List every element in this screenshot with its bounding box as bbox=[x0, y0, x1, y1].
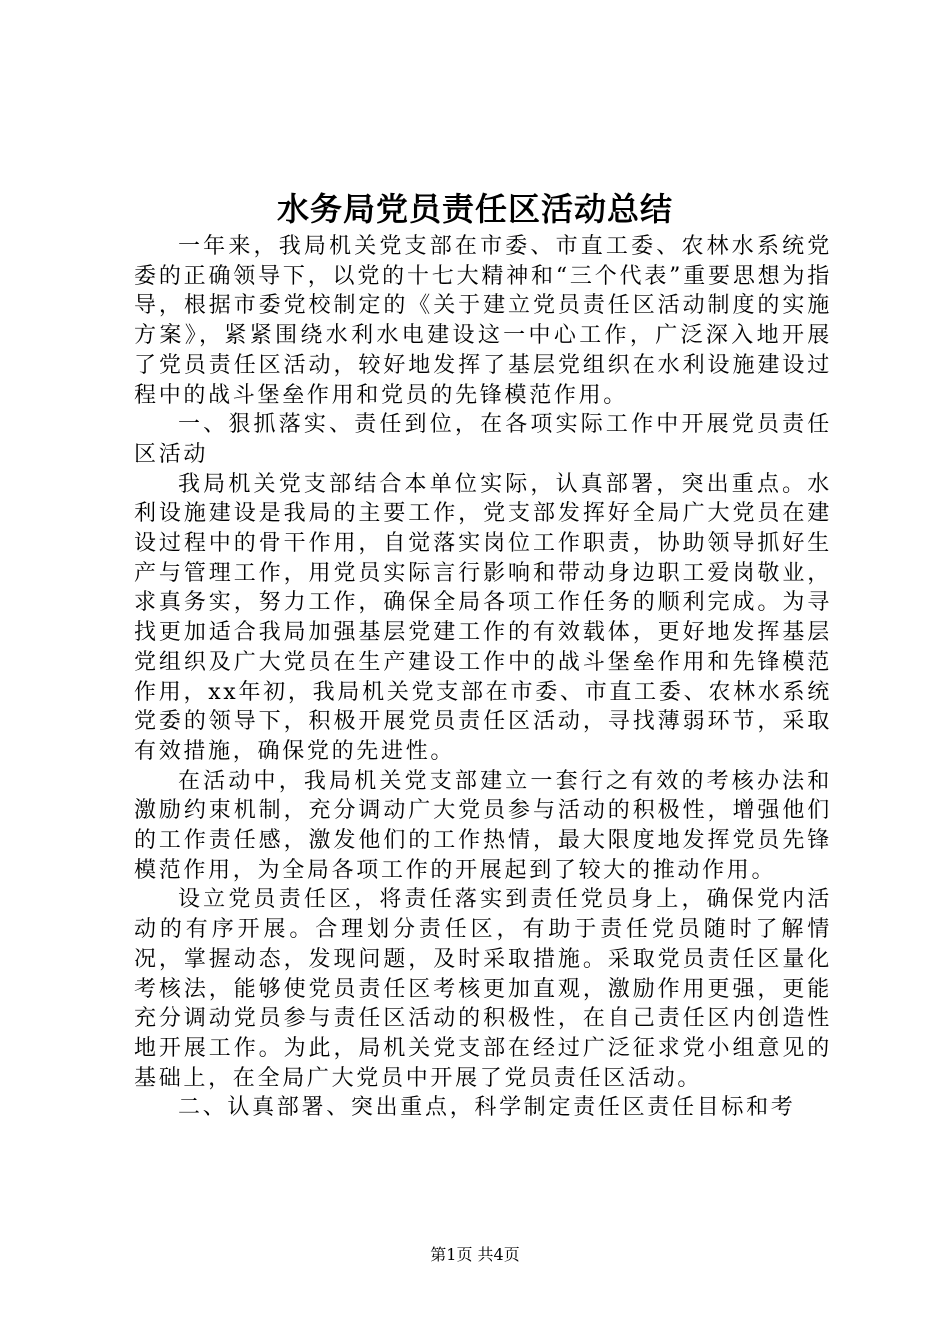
paragraph-intro: 一年来，我局机关党支部在市委、市直工委、农林水系统党委的正确领导下，以党的十七大精神和“三个代表”重要思想为指导，根据市委党校制定的《关于建立党员责任区活动制度的实施方案》，紧紧围绕水利水电建设这一中心工作，广泛深入地开展了党员责任区活动，较好地发挥了基层党组织在水利设施建设过程中的战斗堡垒作用和党员的先锋模范作用。 bbox=[134, 234, 832, 408]
paragraph-body: 在活动中，我局机关党支部建立一套行之有效的考核办法和激励约束机制，充分调动广大党员参与活动的积极性，增强他们的工作责任感，激发他们的工作热情，最大限度地发挥党员先锋模范作用，为全局各项工作的开展起到了较大的推动作用。 bbox=[134, 768, 832, 883]
section-heading-1: 一、狠抓落实、责任到位，在各项实际工作中开展党员责任区活动 bbox=[134, 412, 832, 467]
document-title: 水务局党员责任区活动总结 bbox=[276, 190, 673, 228]
page-footer: 第1页 共4页 bbox=[430, 1245, 520, 1264]
document-body bbox=[134, 232, 832, 1123]
section-heading-2: 二、认真部署、突出重点，科学制定责任区责任目标和考 bbox=[178, 1095, 796, 1121]
paragraph-body: 设立党员责任区，将责任落实到责任党员身上，确保党内活动的有序开展。合理划分责任区，有助于责任党员随时了解情况，掌握动态，发现问题，及时采取措施。采取党员责任区量化考核法，能够使党员责任区考核更加直观，激励作用更强，更能充分调动党员参与责任区活动的积极性，在自己责任区内创造性地开展工作。为此，局机关党支部在经过广泛征求党小组意见的基础上，在全局广大党员中开展了党员责任区活动。 bbox=[134, 887, 832, 1091]
paragraph-body: 我局机关党支部结合本单位实际，认真部署，突出重点。水利设施建设是我局的主要工作，党支部发挥好全局广大党员在建设过程中的骨干作用，自觉落实岗位工作职责，协助领导抓好生产与管理工作，用党员实际言行影响和带动身边职工爱岗敬业，求真务实，努力工作，确保全局各项工作任务的顺利完成。为寻找更加适合我局加强基层党建工作的有效载体，更好地发挥基层党组织及广大党员在生产建设工作中的战斗堡垒作用和先锋模范作用，xx年初，我局机关党支部在市委、市直工委、农林水系统党委的领导下，积极开展党员责任区活动，寻找薄弱环节，采取有效措施，确保党的先进性。 bbox=[134, 471, 832, 764]
